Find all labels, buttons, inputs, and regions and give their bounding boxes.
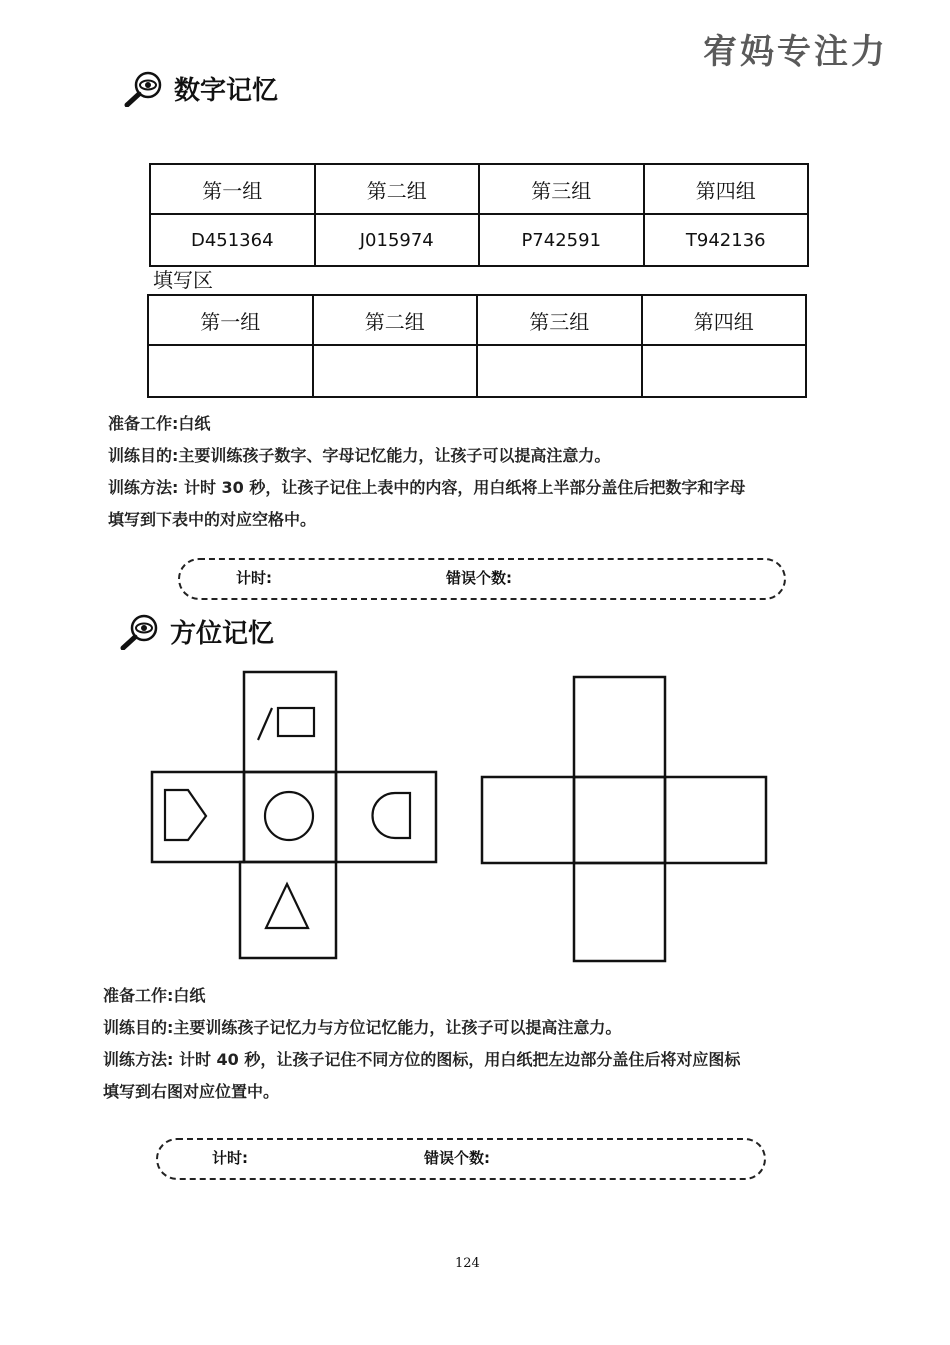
fill-header-cell: 第四组	[642, 295, 807, 345]
blank-cell-center[interactable]	[574, 777, 665, 863]
prep-text: 准备工作:白纸	[108, 414, 211, 433]
fill-header-cell: 第三组	[477, 295, 642, 345]
brand-title: 宥妈专注力	[703, 32, 888, 72]
errors-label: 错误个数:	[446, 569, 512, 587]
table-header-cell: 第三组	[479, 164, 644, 214]
blank-cell-left[interactable]	[482, 777, 574, 863]
fill-header-cell: 第二组	[313, 295, 478, 345]
fill-blank-cell[interactable]	[477, 345, 642, 397]
method-text-line2: 填写到下表中的对应空格中。	[108, 510, 317, 529]
errors-label: 错误个数:	[424, 1149, 490, 1167]
method-text-line2: 填写到右图对应位置中。	[103, 1082, 280, 1101]
magnifier-eye-icon	[120, 614, 162, 650]
table-value-cell: D451364	[150, 214, 315, 266]
blank-cell-bottom[interactable]	[574, 863, 665, 961]
section-title-position-memory	[120, 613, 274, 650]
net-cell-bottom	[240, 862, 336, 958]
blank-cell-top[interactable]	[574, 677, 665, 777]
slash-square-icon	[258, 708, 314, 740]
magnifier-eye-icon	[124, 71, 166, 107]
table-value-cell: J015974	[315, 214, 480, 266]
method-text-line1: 训练方法: 计时 40 秒，让孩子记住不同方位的图标，用白纸把左边部分盖住后将对应图标	[103, 1050, 741, 1069]
circle-icon	[265, 792, 313, 840]
left-cross-net	[140, 660, 450, 970]
fill-blank-cell[interactable]	[642, 345, 807, 397]
table-header-cell: 第二组	[315, 164, 480, 214]
fill-table	[147, 294, 807, 398]
instructions-block-1	[108, 408, 745, 536]
fill-area-label: 填写区	[153, 268, 213, 292]
number-table	[149, 163, 809, 267]
net-cell-center	[244, 772, 336, 862]
page-number: 124	[455, 1256, 480, 1271]
d-shape-icon	[373, 793, 411, 838]
fill-header-cell: 第一组	[148, 295, 313, 345]
record-bar-1	[178, 558, 786, 600]
instructions-block-2	[103, 980, 740, 1108]
section-title-text: 数字记忆	[174, 76, 279, 106]
timer-label: 计时:	[236, 569, 272, 587]
timer-label: 计时:	[212, 1149, 248, 1167]
net-cell-top	[244, 672, 336, 772]
pentagon-arrow-icon	[165, 790, 206, 840]
table-value-cell: P742591	[479, 214, 644, 266]
record-bar-2	[156, 1138, 766, 1180]
prep-text: 准备工作:白纸	[103, 986, 206, 1005]
table-header-cell: 第一组	[150, 164, 315, 214]
section-title-text: 方位记忆	[170, 619, 275, 649]
table-value-cell: T942136	[644, 214, 809, 266]
right-blank-net	[470, 665, 780, 975]
goal-text: 训练目的:主要训练孩子数字、字母记忆能力，让孩子可以提高注意力。	[108, 446, 611, 465]
fill-blank-cell[interactable]	[313, 345, 478, 397]
triangle-icon	[266, 884, 308, 928]
table-header-cell: 第四组	[644, 164, 809, 214]
section-title-number-memory	[124, 70, 278, 107]
goal-text: 训练目的:主要训练孩子记忆力与方位记忆能力，让孩子可以提高注意力。	[103, 1018, 622, 1037]
net-cell-right	[336, 772, 436, 862]
method-text-line1: 训练方法: 计时 30 秒，让孩子记住上表中的内容，用白纸将上半部分盖住后把数字和字母	[108, 478, 746, 497]
fill-blank-cell[interactable]	[148, 345, 313, 397]
blank-cell-right[interactable]	[665, 777, 766, 863]
